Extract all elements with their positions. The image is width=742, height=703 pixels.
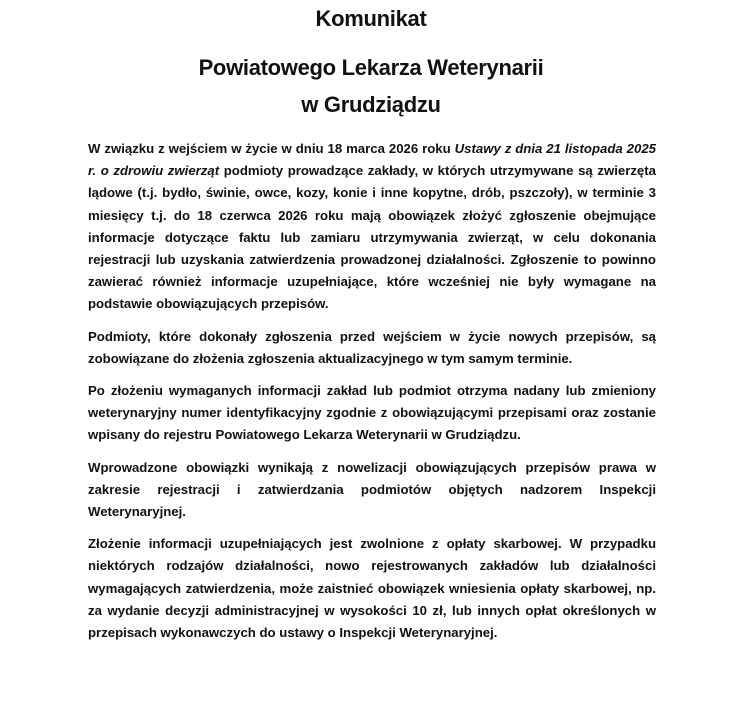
paragraph-1-rest: podmioty prowadzące zakłady, w których utrzymywane są zwierzęta lądowe (t.j. bydło, świnie, owce, kozy, konie i inne kopytne, drób, pszczoły), w terminie 3 miesięcy t.j. do 18 czerwca 2026 roku mają obowiązek złożyć zgłoszenie obejmujące informacje dotyczące faktu lub zamiaru utrzymywania zwierząt, w celu dokonania rejestracji lub uzyskania zatwierdzenia prowadzonej działalności. Zgłoszenie to powinno zawierać również informacje uzupełniające, które wcześniej nie były wymagane na podstawie obowiązujących przepisów. [88,163,656,312]
paragraph-4: Wprowadzone obowiązki wynikają z nowelizacji obowiązujących przepisów prawa w zakresie rejestracji i zatwierdzania podmiotów objętych nadzorem Inspekcji Weterynaryjnej. [88,459,656,520]
law-title: Ustawy z dnia 21 listopada 2025 r. o zdrowiu zwierząt [88,141,656,179]
paragraph-1 [88,138,656,316]
paragraph-2: Podmioty, które dokonały zgłoszenia przed wejściem w życie nowych przepisów, są zobowiązane do złożenia zgłoszenia aktualizacyjnego w tym samym terminie. [88,328,656,366]
title-line-1: Komunikat [315,6,427,31]
title-line-2: Powiatowego Lekarza Weterynarii [198,55,544,80]
title-line-3: w Grudziądzu [301,92,441,117]
paragraph-3: Po złożeniu wymaganych informacji zakład lub podmiot otrzyma nadany lub zmieniony weterynaryjny numer identyfikacyjny zgodnie z obowiązującymi przepisami oraz zostanie wpisany do rejestru Powiatowego Lekarza Weterynarii w Grudziądzu. [88,383,656,443]
announcement-body [88,138,656,654]
paragraph-5: Złożenie informacji uzupełniających jest zwolnione z opłaty skarbowej. W przypadku niektórych rodzajów działalności, nowo rejestrowanych zakładów lub działalności wymagających zatwierdzenia, może zaistnieć obowiązek wniesienia opłaty skarbowej, np. za wydanie decyzji administracyjnej w wysokości 10 zł, lub innych opłat określonych w przepisach wykonawczych do ustawy o Inspekcji Weterynaryjnej. [88,536,656,641]
paragraph-1-lead: W związku z wejściem w życie w dniu 18 marca 2026 roku [88,141,455,156]
